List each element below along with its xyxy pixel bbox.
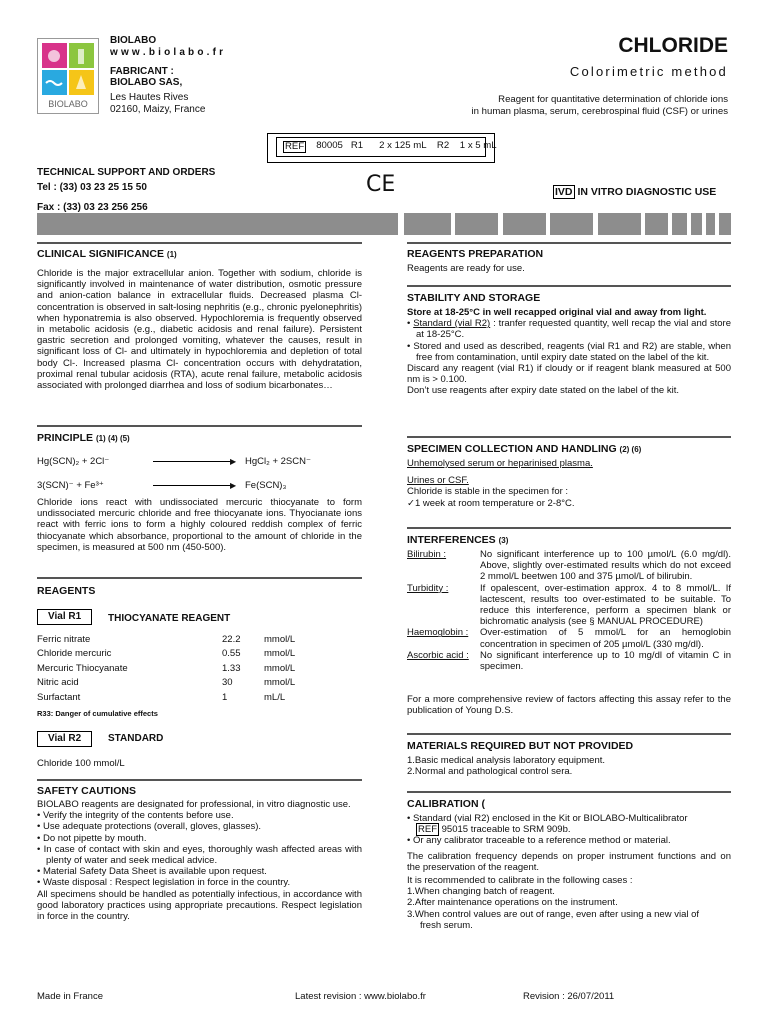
section-divider [407, 527, 731, 529]
interference-detail: If opalescent, over-estimation approx. 4 to 8 mmol/L. If lactescent, results too over-estimated to be suitable. To reduce this interference, perform a specimen blank or bichromatic analysis (see § MANUAL PROCEDURE) [480, 582, 731, 628]
reagent-name: Surfactant [37, 691, 81, 703]
list-item: • Or any calibrator traceable to a reference method or material. [407, 835, 731, 846]
reagent-name: Mercuric Thiocyanate [37, 662, 128, 674]
stability-body [407, 307, 731, 397]
header-bar [550, 213, 593, 235]
stability-expiry: Don’t use reagents after expiry date stated on the label of the kit. [407, 385, 679, 397]
reagent-value: 1 [222, 691, 228, 703]
list-item [407, 813, 731, 835]
description-line-2: in human plasma, serum, cerebrospinal fluid (CSF) or urines [471, 106, 728, 117]
support-title: TECHNICAL SUPPORT AND ORDERS [37, 167, 216, 178]
equation-1-right: HgCl₂ + 2SCN⁻ [245, 456, 311, 467]
table-row [37, 690, 337, 705]
specimen-line-1: Unhemolysed serum or heparinised plasma. [407, 458, 593, 469]
table-row [37, 676, 337, 691]
specimen-line-2: Urines or CSF. [407, 475, 469, 487]
footer-made-in: Made in France [37, 991, 104, 1002]
safety-list [37, 810, 362, 888]
header-bar [503, 213, 546, 235]
reagent-unit: mmol/L [264, 648, 296, 660]
interference-name: Turbidity : [407, 582, 449, 594]
ivd-mark [553, 186, 716, 198]
interference-name: Haemoglobin : [407, 627, 469, 639]
list-item: 3.When control values are out of range, even after using a new vial of [407, 908, 700, 920]
list-item: • Do not pipette by mouth. [37, 833, 362, 844]
reaction-arrow [153, 461, 233, 462]
reagents-heading: REAGENTS [37, 585, 96, 597]
header-bar [404, 213, 451, 235]
interference-name: Ascorbic acid : [407, 649, 469, 661]
section-divider [37, 779, 362, 781]
clinical-text: Chloride is the major extracellular anion. Together with sodium, chloride is significantly involved in maintenance of water distribution, osmotic pressure and anion-cation balance in extracellular fluids. Decreased plasma Cl- concentration is observed in salt-losing nephritis (e.g., chronic pyelonephritis) when hyponatremia is also observed. Hypochloremia is frequently observed in metabolic acidosis (e.g., diabetic acidosis and renal failure). Persistent gastric secretion and prolonged vomiting, whatever the causes, result in significant loss of Cl- and ultimately in hypochloremia and depletion of total body Cl-. Increased plasma Cl- concentration occurs with dehydratation, proximal renal tubular acidosis (RTA), acute renal failure, metabolic acidosis associated with prolonged diarrhea and loss of sodium bicarbonates… [37, 268, 362, 392]
section-divider [407, 436, 731, 438]
section-divider [37, 242, 362, 244]
specimen-heading-text: SPECIMEN COLLECTION AND HANDLING [407, 443, 617, 455]
list-item: • Waste disposal : Respect legislation in force in the country. [37, 877, 362, 888]
calibration-list [407, 813, 731, 847]
section-divider [407, 242, 731, 244]
svg-text:BIOLABO: BIOLABO [48, 99, 88, 109]
list-item: • Use adequate protections (overall, gloves, glasses). [37, 821, 362, 832]
reagent-value: 22.2 [222, 633, 241, 645]
reagent-unit: mmol/L [264, 662, 296, 674]
list-item: 1.When changing batch of reagent. [407, 886, 555, 898]
section-divider [407, 791, 731, 793]
calibration-p1: The calibration frequency depends on proper instrument functions and on the preservation of the reagent. [407, 850, 731, 873]
equation-2-left: 3(SCN)⁻ + Fe³⁺ [37, 480, 104, 491]
interference-detail: No significant interference up to 10 mg/dl of vitamin C in specimen. [480, 649, 731, 673]
calibration-item-1-ref: 95015 traceable to SRM 909b. [441, 824, 571, 836]
principle-ref: (1) (4) (5) [95, 434, 130, 443]
interference-name: Bilirubin : [407, 549, 447, 560]
list-item: 2.Normal and pathological control sera. [407, 766, 573, 778]
fax: Fax : (33) 03 23 256 256 [37, 202, 148, 213]
section-divider [37, 577, 362, 579]
calibration-p2: It is recommended to calibrate in the following cases : [407, 875, 633, 887]
calibration-item-1: Standard (vial R2) enclosed in the Kit or BIOLABO-Multicalibrator [412, 813, 688, 824]
safety-heading: SAFETY CAUTIONS [37, 785, 136, 797]
table-row [37, 661, 337, 676]
manufacturer-label: FABRICANT : [110, 66, 174, 77]
interferences-outro: For a more comprehensive review of factors affecting this assay refer to the publication of Young D.S. [407, 694, 731, 717]
footer-revision-site: Latest revision : www.biolabo.fr [295, 991, 426, 1002]
interferences-grid [407, 549, 731, 672]
specimen-ref: (2) (6) [619, 445, 642, 454]
reagent-unit: mmol/L [264, 677, 296, 689]
section-divider [407, 733, 731, 735]
section-divider [407, 285, 731, 287]
header-bar [645, 213, 668, 235]
ce-mark: CE [366, 172, 396, 197]
address-line-2: 02160, Maizy, France [110, 104, 206, 115]
safety-outro: All specimens should be handled as potentially infectious, in accordance with good laboratory practices using appropriate precautions. Respect legislation in force in the country. [37, 888, 362, 923]
telephone: Tel : (33) 03 23 25 15 50 [37, 182, 147, 193]
header-bar [455, 213, 498, 235]
calibration-case-cont: fresh serum. [420, 919, 473, 931]
list-item: • In case of contact with skin and eyes, thoroughly wash affected areas with plenty of water and seek medical advice. [37, 844, 362, 866]
materials-list [407, 755, 731, 777]
prep-text: Reagents are ready for use. [407, 263, 525, 274]
ref-text: 80005 R1 2 x 125 mL R2 1 x 5 mL [316, 140, 497, 151]
reagent-name: Nitric acid [37, 677, 79, 689]
calibration-heading: CALIBRATION ( [407, 798, 485, 810]
stability-item-1-label: Standard (vial R2) [413, 318, 491, 330]
specimen-line-3: Chloride is stable in the specimen for : [407, 486, 569, 498]
ivd-text: IN VITRO DIAGNOSTIC USE [577, 186, 717, 198]
specimen-heading [407, 443, 731, 455]
biolabo-logo [37, 38, 99, 114]
header-bar [672, 213, 687, 235]
header-bar [598, 213, 641, 235]
reagent-value: 0.55 [222, 648, 241, 660]
reagent-value: 1.33 [222, 662, 241, 674]
ivd-label: IVD [555, 186, 573, 198]
interferences-ref: (3) [498, 536, 509, 545]
reagent-unit: mmol/L [264, 633, 296, 645]
header-bar [691, 213, 702, 235]
reagent-name: Ferric nitrate [37, 633, 91, 645]
table-row [37, 632, 337, 647]
page-title: CHLORIDE [618, 34, 728, 57]
stability-item-1-text: : tranfer requested quantity, well recap the vial and store at 18-25°C. [416, 318, 732, 341]
list-item [407, 318, 731, 340]
page-subtitle: Colorimetric method [569, 64, 728, 79]
vial-r1-name: THIOCYANATE REAGENT [108, 613, 231, 624]
stability-discard: Discard any reagent (vial R1) if cloudy or if reagent blank measured at 500 nm is > 0.100. [407, 363, 731, 386]
list-item: • Verify the integrity of the contents before use. [37, 810, 362, 821]
section-divider [37, 425, 362, 427]
arrow-head-icon: ▶ [230, 457, 237, 466]
safety-intro: BIOLABO reagents are designated for professional, in vitro diagnostic use. [37, 799, 351, 810]
manufacturer-name: BIOLABO SAS, [110, 77, 183, 88]
header-bar [706, 213, 715, 235]
list-item: 1.Basic medical analysis laboratory equipment. [407, 755, 606, 766]
equation-2-right: Fe(SCN)₃ [245, 480, 287, 491]
clinical-ref: (1) [166, 250, 177, 259]
specimen-body [407, 458, 731, 509]
address-line-1: Les Hautes Rives [110, 92, 189, 103]
risk-phrase: R33: Danger of cumulative effects [37, 709, 158, 718]
website: w w w . b i o l a b o . f r [110, 47, 224, 58]
principle-heading-text: PRINCIPLE [37, 432, 94, 444]
ref-label: REF [285, 141, 305, 152]
list-item: 2.After maintenance operations on the instrument. [407, 897, 618, 909]
calibration-cases [407, 886, 731, 920]
reagent-unit: mL/L [264, 691, 286, 703]
stability-list [407, 318, 731, 363]
list-item: • Stored and used as described, reagents (vial R1 and R2) are stable, when free from contamination, until expiry date stated on the label of the kit. [407, 341, 731, 363]
list-item: • Material Safety Data Sheet is available upon request. [37, 866, 362, 877]
calibration-body [407, 813, 731, 931]
header-bar [37, 213, 398, 235]
stability-storage: Store at 18-25°C in well recapped original vial and away from light. [407, 307, 707, 318]
header-bar [719, 213, 731, 235]
safety-body [37, 799, 362, 922]
prep-heading: REAGENTS PREPARATION [407, 248, 544, 260]
vial-r2-badge: Vial R2 [37, 731, 92, 747]
interferences-heading [407, 534, 731, 546]
description-line-1: Reagent for quantitative determination of chloride ions [498, 94, 728, 105]
reference-box [267, 133, 495, 163]
vial-r2-row [37, 731, 92, 747]
interference-detail: Over-estimation of 5 mmol/L for an hemoglobin concentration in specimen of 205 µmol/L (330 mg/dl). [480, 627, 731, 650]
arrow-head-icon: ▶ [230, 481, 237, 490]
equation-1-left: Hg(SCN)₂ + 2Cl⁻ [37, 456, 110, 467]
reagent-value: 30 [222, 677, 233, 689]
interferences-heading-text: INTERFERENCES [407, 534, 496, 546]
reagent-name: Chloride mercuric [37, 648, 112, 660]
vial-r2-name: STANDARD [108, 733, 164, 744]
vial-r1-row [37, 609, 92, 625]
reaction-arrow [153, 485, 233, 486]
table-row [37, 647, 337, 662]
reagents-table [37, 632, 337, 705]
footer-revision: Revision : 26/07/2011 [523, 991, 615, 1002]
principle-text: Chloride ions react with undissociated mercuric thiocyanate to form undissociated mercuric chloride and free thiocyanate ions. Thyocianate ions react with ferric ions to form a highly coloured reddish complex of ferric thiocyanate which absorbance, proportional to the amount of chloride in the specimen, is measured at 500 nm (450-500). [37, 497, 362, 553]
calibration-ref-label: REF [418, 824, 437, 836]
standard-concentration: Chloride 100 mmol/L [37, 758, 125, 769]
clinical-heading-text: CLINICAL SIGNIFICANCE [37, 248, 164, 260]
specimen-line-4: ✓1 week at room temperature or 2-8°C. [407, 497, 575, 509]
principle-heading [37, 432, 362, 444]
vial-r1-badge: Vial R1 [37, 609, 92, 625]
stability-heading: STABILITY AND STORAGE [407, 292, 541, 304]
interference-detail: No significant interference up to 100 µmol/L (6.0 mg/dl). Above, slightly over-estimated results which do not exceed 2 mmol/L beetwen 100 and 375 µmol/L of bilirubin. [480, 549, 731, 583]
clinical-heading [37, 248, 362, 260]
company-name: BIOLABO [110, 35, 157, 46]
materials-heading: MATERIALS REQUIRED BUT NOT PROVIDED [407, 740, 634, 752]
